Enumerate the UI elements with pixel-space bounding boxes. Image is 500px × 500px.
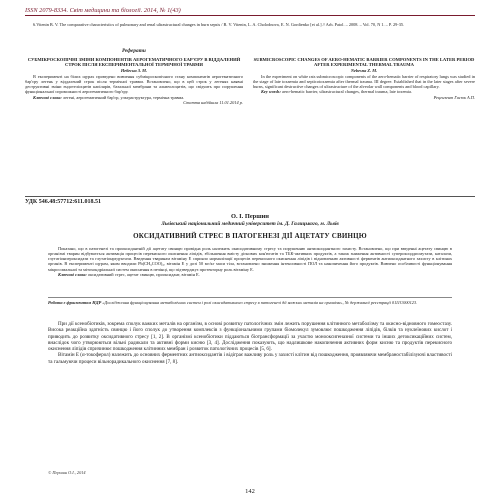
body-paragraph: При дії ксенобіотиків, зокрема сполук важких металів на організм, в основі розвитку патологічних змін лежить порушення клітинного метаболізму та окисно-відновного гомеостазу. Висока реакційна здатність свинцю і його сполук до утворення комплексів з функціональними групами біомолекул зумовлює пошкодження ліпідів, білків та нуклеїнових кислот і приводить до розвитку оксидативного стресу [1, 2]. В організмі ксенобіотики піддаються біотрансформації за участю монооксигеназної системи та інших детоксикаційних систем, внаслідок чого утворюються вільні радикали та активні форми кисню [3, 4]. Дослідження показують, що надлишкове накопичення активних форм кисню та продуктів перекисного окиснення ліпідів спричинює пошкодження клітинних мембран і розвиток патологічних процесів [5, 6]. [48,321,452,352]
udc-code: УДК 546.48:57712:611.018.51 [25,199,101,205]
journal-header: ISSN 2079-8334. Світ медицини та біології. 2014, № 1(43) [25,7,475,16]
funding-label: Робота є фрагментом НДР [48,300,102,305]
abstract-uk [25,57,243,105]
article-body [48,321,452,365]
article-keywords-text: оксидативний стрес, ацетат свинцю, прооксидант, вітамін Е. [87,271,200,277]
copyright-note: © Першин О.І., 2014 [48,470,86,475]
abstract-en-author: Nebesna Z. M. [350,67,378,73]
section-divider [25,196,475,197]
abstract-uk-received: Стаття надійшла 11.01.2014 р. [183,99,243,105]
body-paragraph: Вітамін Е (α-токоферол) належить до основних ферментних антиоксидантів і відіграє важливу роль у захисті клітин від пошкодження, проявляючи мембраностабілізуючі властивості та гальмуючи процеси вільнорадикального окиснення [7, 8]. [48,352,452,365]
article-keywords-label: Ключові слова: [58,271,87,277]
references-block [25,22,475,27]
abstract-en-reviewer: Рецензент Гасюк А.П. [433,94,475,100]
abstract-uk-text: В експерименті на білих щурах проведено вивчення субмікроскопічного стану компонентів аерогематичного бар'єру легень у віддалений строк після термічної травми. Встановлено, що в цей строк у легенях наявні деструктивні зміни ендотеліоцитів капілярів, базальної мембрани та альвеолоцитів, що свідчить про порушення функціональної спроможності аерогематичного бар'єру. [25,73,243,95]
funding-divider [48,297,452,298]
page-number: 142 [245,488,255,495]
abstract-en-title: SUBMICROSCOPIC CHANGES OF AERO-HEMATIC BARRIER COMPONENTS IN THE LATER PERIOD AFTER EXPERIMENTAL THERMAL TRAUMA [253,57,475,68]
article-title: ОКСИДАТИВНИЙ СТРЕС В ПАТОГЕНЕЗІ ДІЇ АЦЕТАТУ СВИНЦЮ [133,232,367,240]
article-author: О. І. Першин [231,213,269,220]
funding-note [48,300,452,305]
abstract-en [253,57,475,100]
article-abstract [48,246,452,277]
article-affiliation: Львівський національний медичний університет ім. Д. Галицького, м. Львів [161,221,339,227]
abstract-en-keywords-label: Key words: [261,89,281,95]
abstract-en-text: In the experiment on white rats submicroscopic components of the aero-hematic barrier of respiratory lungs was studied in the stage of late toxaemia and septicotoxaemia after thermal trauma. III degree. Established that in the later stages after severe burns, significant destructive changes of ultrastructure of the alveolar wall components and blood capillary. [253,73,475,90]
abstracts-section-label: Реферати [122,48,146,54]
abstract-uk-keywords-text: легені, аерогематичний бар'єр, ультраструктура, термічна травма. [62,94,185,100]
abstract-uk-title: СУБМІКРОСКОПІЧНІ ЗМІНИ КОМПОНЕНТІВ АЕРОГЕМАТИЧНОГО БАР'ЄРУ В ВІДДАЛЕНИЙ СТРОК ПІСЛЯ ЕКСПЕРИМЕНТАЛЬНОЇ ТЕРМІЧНОЇ ТРАВМИ [27,57,241,68]
article-abstract-text: Показано, що в патогенезі та прооксидантній дії ацетату свинцю провідна роль належить окисидативному стресу та порушенню антиоксидантного захисту. Встановлено, що при введенні ацетату свинцю в організмі тварин відбувається активація процесів перекисного окиснення ліпідів, збільшення вмісту дієнових кон'югатів та ТБК-активних продуктів, а також зниження активності супероксиддисмутази, каталази, глутатіонпероксидази та глутатіонредуктази. Введення тваринам вітаміну Е сприяло нормалізації процесів перекисного окиснення ліпідів і відновленню активності ферментів антиоксидантного захисту в клітинах органів. В експерименті щурам, яким вводили Pb(CH₃COO)₂, вітамін Е у дозі 50 мг/кг маси тіла, встановлено зниження інтенсивності ПОЛ та накопичення його продуктів. Вивчено особливості функціонування мікросомальної та мітохондріальної систем окиснення в печінці, що підтверджує протекторну роль вітаміну Е. [48,246,452,272]
funding-text: «Дослідження функціонування метаболічних систем і ролі окисидативного стресу в патогенезі дії важких металів на організм», № державної реєстрації 0111U000123. [102,300,418,305]
abstract-uk-keywords-label: Ключові слова: [33,94,62,100]
abstract-uk-author: Небесна З. М. [120,67,148,73]
article-keywords [48,272,452,277]
reference-item: 6.Vitenin B. V. The comparative characteristics of pulmonary and renal ultrastructural changes in burn sepsis / B. V. Vitenin, L. A. Cholodnova, E. N. Gordienko [et al.] // Arh. Patol. – 2008. – Vol. 70, N 1. – P. 29-35. [33,22,405,27]
abstract-en-keywords-text: aero-hematic barrier, ultrastructural changes, thermal trauma, late toxemia. [282,89,412,95]
